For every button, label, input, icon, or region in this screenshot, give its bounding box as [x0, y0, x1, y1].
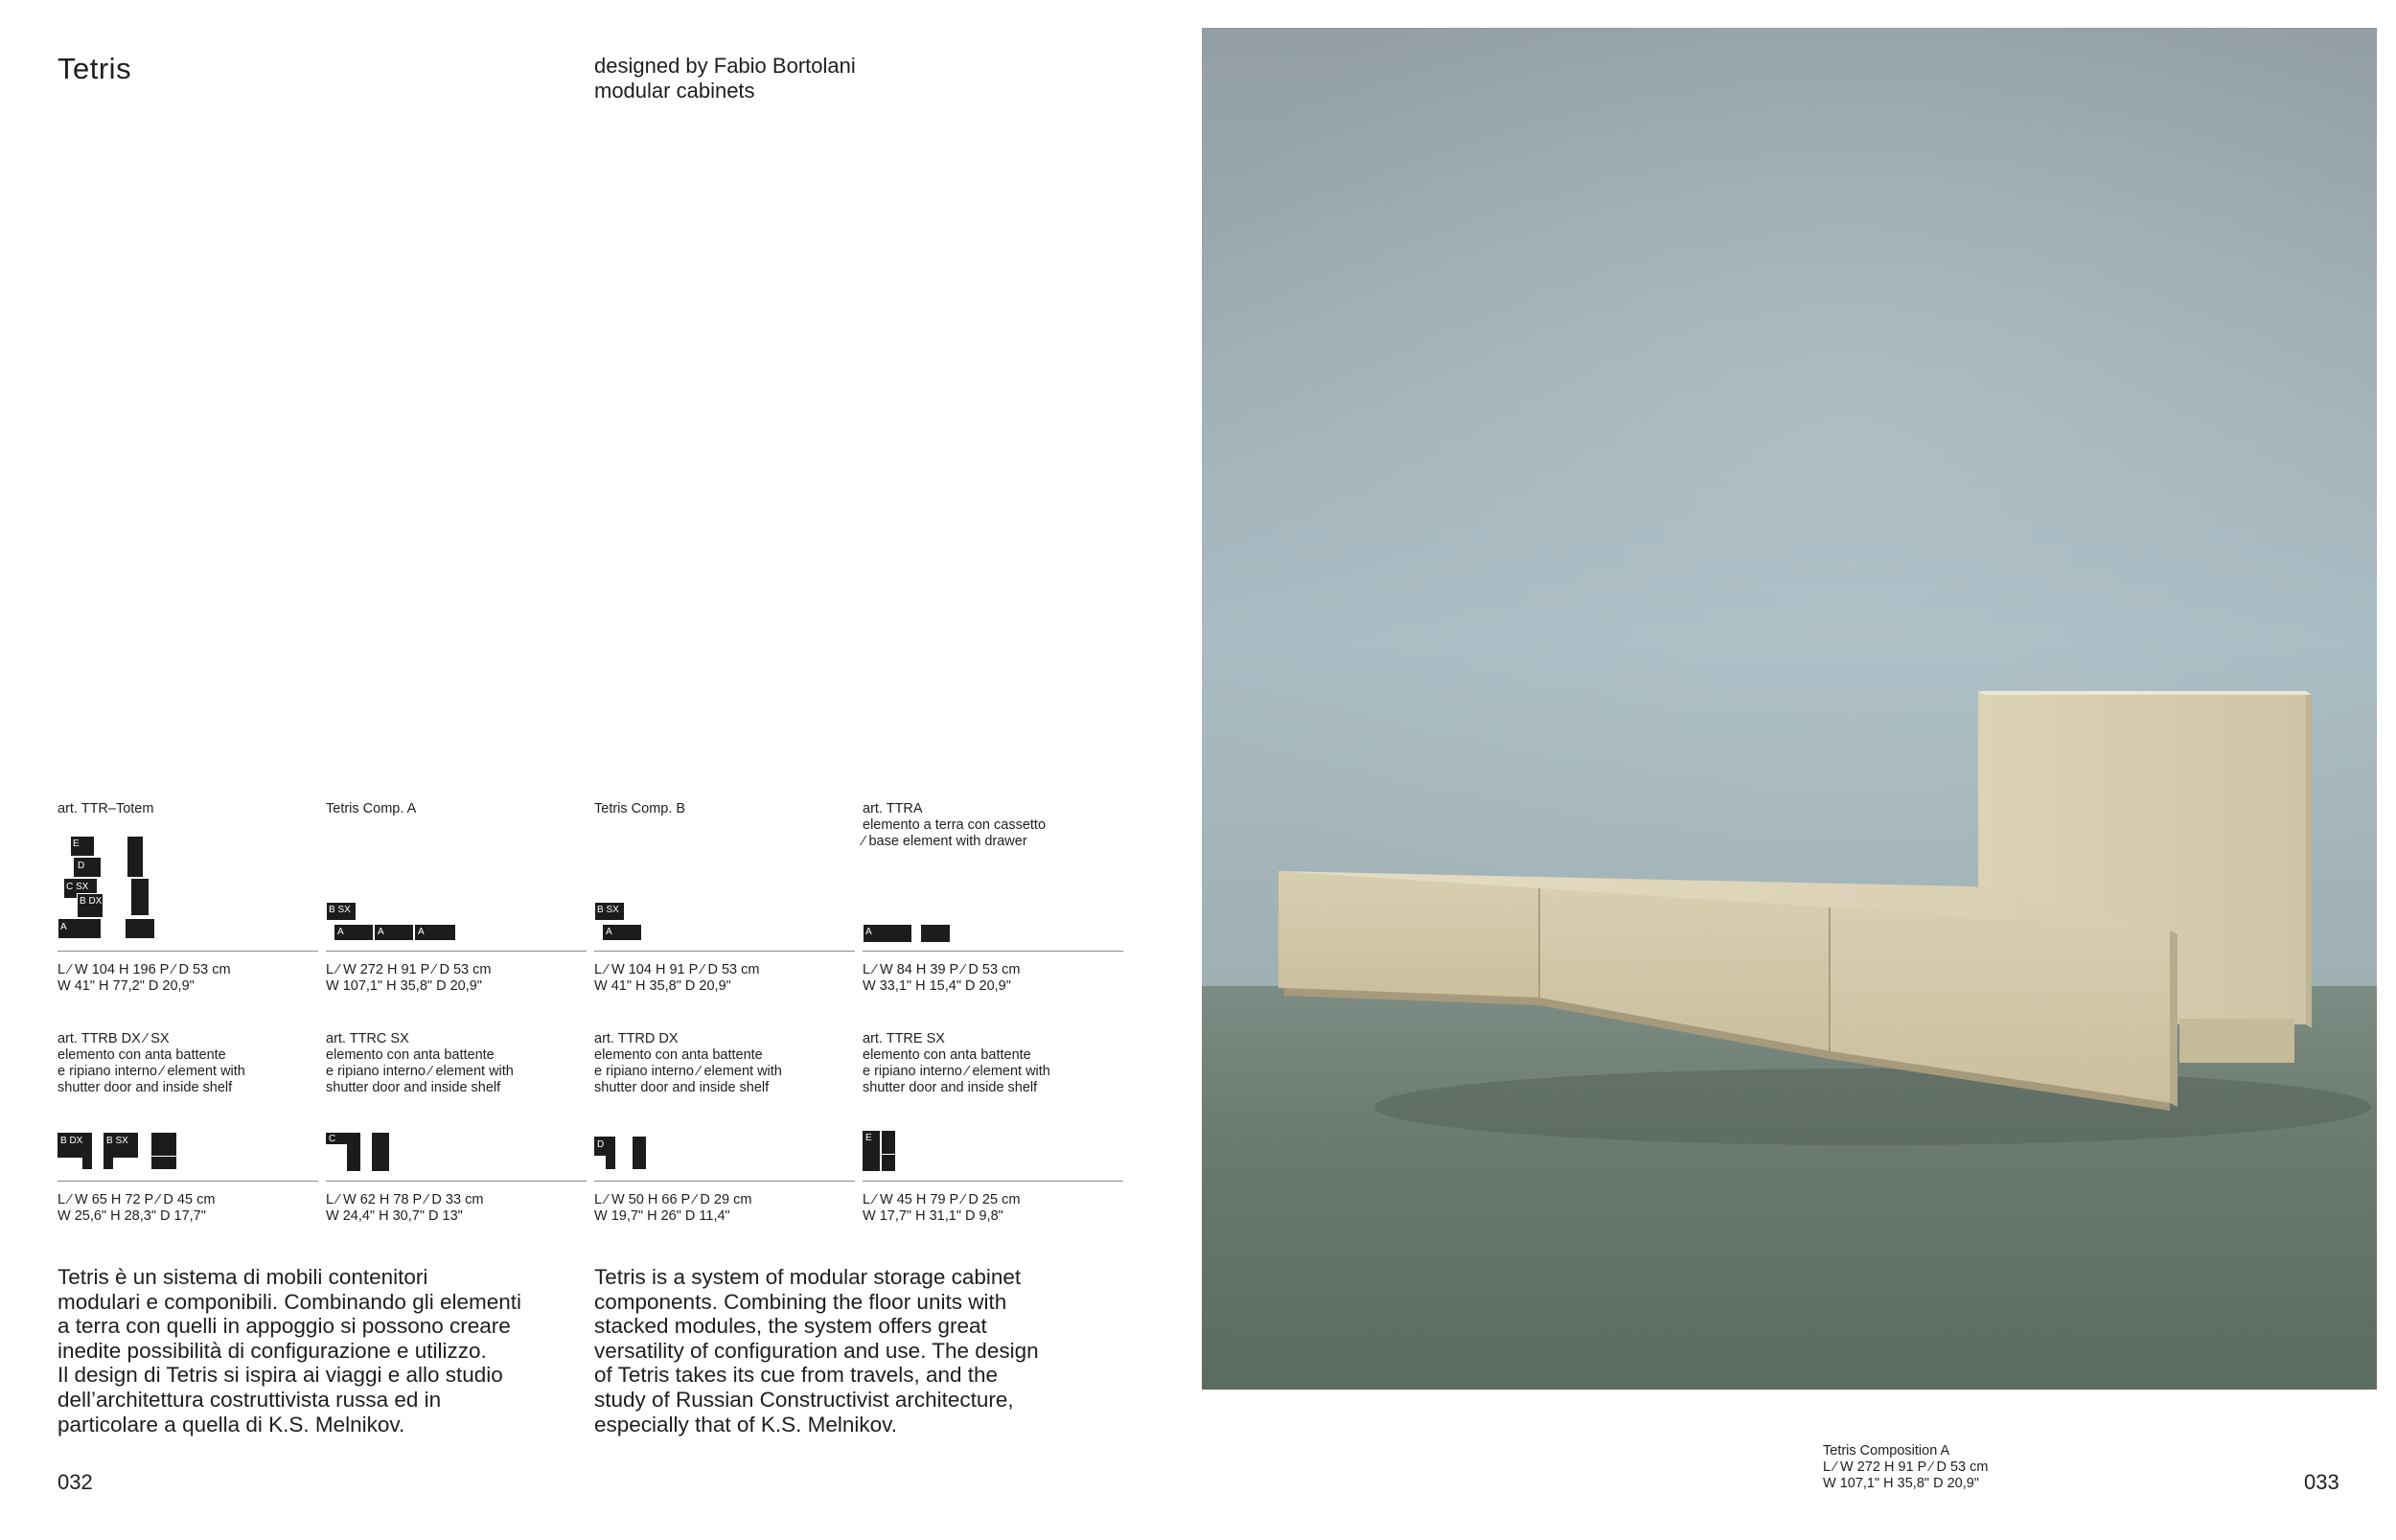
divider	[326, 951, 587, 952]
comp-a-diagram: B SX A A A	[326, 899, 460, 943]
product-label: art. TTRD DX	[594, 1031, 679, 1046]
dimensions-metric: L ⁄ W 84 H 39 P ⁄ D 53 cm	[863, 962, 1021, 977]
product-desc: elemento a terra con cassetto	[863, 817, 1047, 833]
comp-b-diagram: B SX A	[594, 899, 652, 943]
page-title: Tetris	[58, 52, 132, 85]
product-label: art. TTR–Totem	[58, 801, 154, 816]
dimensions-metric: L ⁄ W 62 H 78 P ⁄ D 33 cm	[326, 1192, 484, 1207]
product-comp-a	[326, 801, 587, 817]
description-english: Tetris is a system of modular storage cabinet components. Combining the floor units with stacked modules, the system offers great versatility of configuration and use. The design of Tetris takes its cue from travels, and the study of Russian Constructivist architecture, especially that of K.S. Melnikov.	[594, 1265, 1039, 1437]
divider	[863, 1181, 1123, 1182]
product-ttrb	[58, 1031, 318, 1096]
tetris-composition-photo	[1202, 28, 2377, 1390]
ttrb-diagram: B DX B SX	[58, 1133, 182, 1177]
product-desc: elemento con anta battente	[863, 1047, 1031, 1063]
dimensions-imperial: W 33,1" H 15,4" D 20,9"	[863, 978, 1011, 994]
page-number-right: 033	[2304, 1470, 2339, 1494]
product-desc: e ripiano interno ⁄ element with	[863, 1064, 1050, 1079]
divider	[863, 951, 1123, 952]
dimensions-metric: L ⁄ W 45 H 79 P ⁄ D 25 cm	[863, 1192, 1021, 1207]
category-line: modular cabinets	[594, 79, 755, 103]
page-number-left: 032	[58, 1470, 93, 1494]
dimensions-metric: L ⁄ W 104 H 91 P ⁄ D 53 cm	[594, 962, 760, 977]
totem-diagram: E D C SX B DX A	[58, 836, 163, 941]
product-photo	[1202, 28, 2377, 1390]
dimensions-imperial: W 24,4" H 30,7" D 13"	[326, 1208, 463, 1224]
divider	[594, 1181, 855, 1182]
dimensions-imperial: W 41" H 77,2" D 20,9"	[58, 978, 195, 994]
product-label: art. TTRE SX	[863, 1031, 945, 1046]
product-ttre	[863, 1031, 1123, 1096]
designer-info	[594, 54, 856, 103]
product-desc: shutter door and inside shelf	[863, 1080, 1038, 1095]
product-desc: elemento con anta battente	[326, 1047, 495, 1063]
designer-line: designed by Fabio Bortolani	[594, 54, 856, 78]
product-desc: shutter door and inside shelf	[58, 1080, 233, 1095]
divider	[326, 1181, 587, 1182]
ttra-diagram: A	[863, 922, 958, 945]
dimensions-metric: L ⁄ W 104 H 196 P ⁄ D 53 cm	[58, 962, 231, 977]
dimensions-imperial: W 17,7" H 31,1" D 9,8"	[863, 1208, 1003, 1224]
product-comp-b	[594, 801, 855, 817]
dimensions-imperial: W 19,7" H 26" D 11,4"	[594, 1208, 730, 1224]
product-desc: e ripiano interno ⁄ element with	[326, 1064, 514, 1079]
ttrc-diagram: C	[326, 1133, 403, 1177]
divider	[594, 951, 855, 952]
divider	[58, 951, 318, 952]
dimensions-metric: L ⁄ W 50 H 66 P ⁄ D 29 cm	[594, 1192, 752, 1207]
divider	[58, 1181, 318, 1182]
product-ttrc	[326, 1031, 587, 1096]
ttrd-diagram: D	[594, 1137, 652, 1177]
product-ttr-totem	[58, 801, 318, 817]
product-label: art. TTRA	[863, 801, 923, 816]
dimensions-imperial: W 107,1" H 35,8" D 20,9"	[326, 978, 482, 994]
product-desc: shutter door and inside shelf	[594, 1080, 770, 1095]
ttre-diagram: E	[863, 1131, 920, 1177]
product-desc: e ripiano interno ⁄ element with	[594, 1064, 782, 1079]
product-desc: ⁄ base element with drawer	[863, 834, 1027, 849]
product-desc: e ripiano interno ⁄ element with	[58, 1064, 245, 1079]
product-label: art. TTRB DX ⁄ SX	[58, 1031, 170, 1046]
product-desc: shutter door and inside shelf	[326, 1080, 501, 1095]
product-desc: elemento con anta battente	[58, 1047, 226, 1063]
description-italian: Tetris è un sistema di mobili contenitori modulari e componibili. Combinando gli elementi a terra con quelli in appoggio si possono creare inedite possibilità di configurazione e utilizzo. Il design di Tetris si ispira ai viaggi e allo studio dell’architettura costruttivista russa ed in particolare a quella di K.S. Melnikov.	[58, 1265, 522, 1437]
product-ttra	[863, 801, 1123, 850]
dimensions-imperial: W 25,6" H 28,3" D 17,7"	[58, 1208, 206, 1224]
dimensions-metric: L ⁄ W 272 H 91 P ⁄ D 53 cm	[326, 962, 492, 977]
dimensions-imperial: W 41" H 35,8" D 20,9"	[594, 978, 731, 994]
product-label: Tetris Comp. B	[594, 801, 686, 816]
product-label: art. TTRC SX	[326, 1031, 409, 1046]
product-label: Tetris Comp. A	[326, 801, 417, 816]
product-ttrd	[594, 1031, 855, 1096]
photo-caption: Tetris Composition A L ⁄ W 272 H 91 P ⁄ D 53 cm W 107,1" H 35,8" D 20,9"	[1823, 1443, 1989, 1491]
dimensions-metric: L ⁄ W 65 H 72 P ⁄ D 45 cm	[58, 1192, 216, 1207]
product-desc: elemento con anta battente	[594, 1047, 763, 1063]
